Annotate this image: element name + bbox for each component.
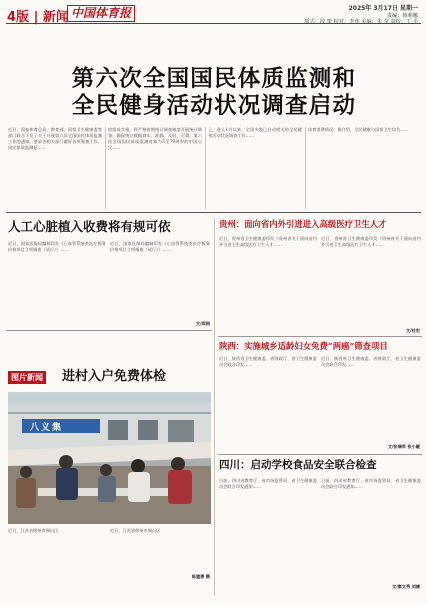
section-rule [218,454,422,455]
news-photo [8,392,211,524]
photo-news-title: 进村入户免费体检 [62,369,167,384]
main-article-col1: 近日，国家体育总局、教育部、国家卫生健康委等部门联合下发了关于开展第六次全国国民体质监测工作的通知，要求各相关部门做好各项筹备工作。国民体质监测是…… [8,127,102,151]
page-number: 4版 | 新闻 [7,10,69,25]
column-divider [205,127,206,209]
shaanxi-title: 陕西：实施城乡适龄妇女免费“两癌”筛查项目 [219,341,388,351]
main-article-col2: 的组成实施，样严格按照统计调查制度开展统计调查，确保统计数据真实、准确、及时、可靠。第六次全国国民体质监测对象为3至79周岁的中国公民…… [108,127,202,151]
shaanxi-body-col1: 近日，陕西省卫生健康委、省财政厅、省卫生健康委员会联合印发…… [219,356,317,368]
main-headline-line2: 全民健身活动状况调查启动 [71,93,357,119]
photo-caption-cont: 近日，江苏省徐州市铜山区 [110,528,161,533]
photo-caption: 近日，江苏省徐州市铜山区 [8,528,59,533]
section-rule [6,330,212,331]
paper-logo: 中国体育报 [67,5,135,22]
heart-article-title: 人工心脏植入收费将有规可依 [8,219,171,234]
layout-credit: 版式：段 蕾 校对：李莲 美编：朱 莹 责校：丁 平 [304,19,418,26]
issue-date: 2025年 3月17日 星期一 [348,5,418,12]
main-headline-line1: 第六次全国国民体质监测和 [71,66,357,92]
guizhou-body-col2: 近日，贵州省卫生健康委印发《贵州省关于面向省内外引进卫生高级医疗卫生人才…… [321,236,421,248]
column-divider [305,127,306,209]
header-rule [6,23,421,24]
photo-news-tag: 图片新闻 [8,371,46,384]
photo-sign-text: 八义集 [30,423,64,433]
news-photo-image [8,392,211,524]
main-article-col3: 上，进入1月以来，全国多地已启动相关的全民健身活动状况调查工作…… [208,127,302,139]
section-name: 新闻 [42,10,69,25]
guizhou-author: 文/杜宏 [405,328,420,333]
guizhou-body-col1: 近日，贵州省卫生健康委印发《贵州省关于面向省内外引进卫生高级医疗卫生人才…… [219,236,317,248]
column-divider [105,127,106,209]
heart-article-body-col2: 近日，国家医保局编制印发《心血管系统类医疗服务价格项目立项指南（试行）》…… [110,241,210,253]
sichuan-title: 四川：启动学校食品安全联合检查 [219,459,377,471]
column-divider [214,218,215,596]
main-headline [28,66,400,120]
shaanxi-body-col2: 近日，陕西省卫生健康委、省财政厅、省卫生健康委员会联合印发…… [321,356,421,368]
shaanxi-author: 文/张瑞军 张小暖 [387,444,420,449]
sichuan-body-col2: 日前，四川省教育厅、省市场监管局、省卫生健康委员会联合印发通知…… [321,478,421,490]
sichuan-body-col1: 日前，四川省教育厅、省市场监管局、省卫生健康委员会联合印发通知…… [219,478,317,490]
heart-article-author: 文/郑丽 [195,321,210,326]
main-article-col4: 体育消费情况。据介绍，全民健康与国家卫生综合…… [308,127,409,132]
heart-article-body-col1: 近日，国家医保局编制印发《心血管系统类医疗服务价格项目立项指南（试行）》…… [8,241,106,253]
section-rule [6,212,421,213]
section-rule [218,336,422,337]
guizhou-title: 贵州：面向省内外引进进入高级医疗卫生人才 [219,219,387,229]
sichuan-author: 文/秦文秀 刘倩 [391,584,420,589]
photo-credit: 陈建勇 摄 [191,574,210,579]
editor-credit: 责编：韩莉娜 [386,12,418,19]
